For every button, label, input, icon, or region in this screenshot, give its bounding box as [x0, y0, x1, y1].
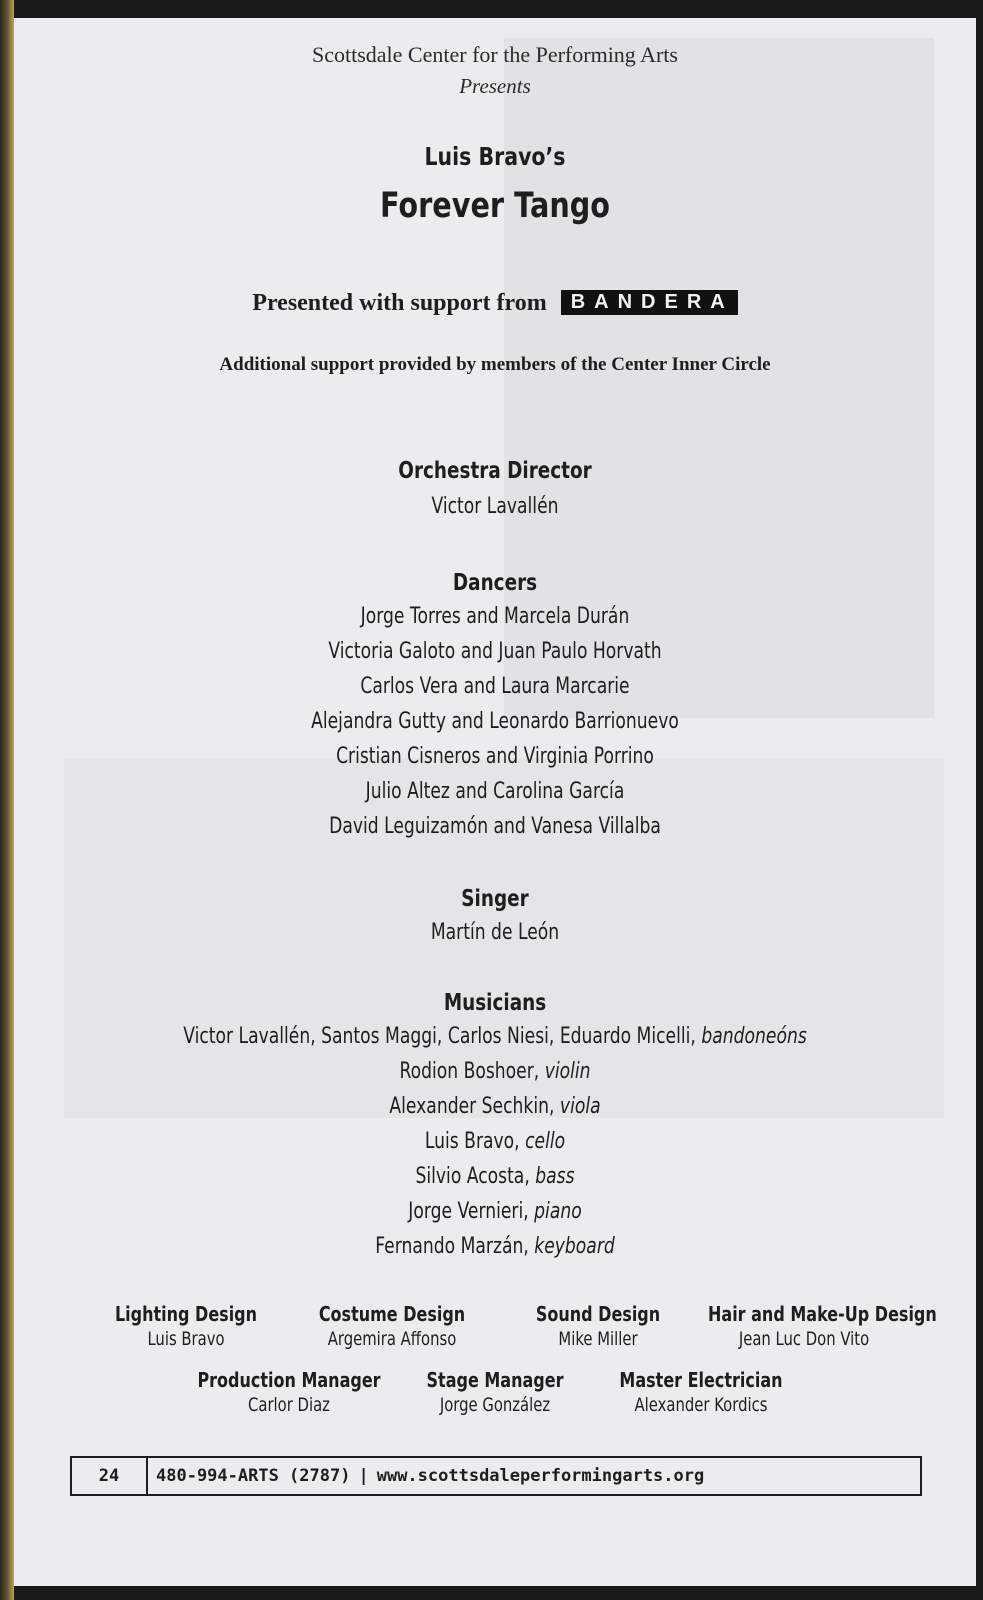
additional-support: Additional support provided by members of the Center Inner Circle	[219, 354, 771, 375]
credit-hair-makeup	[684, 1302, 937, 1350]
musician-line	[120, 1234, 870, 1259]
orchestra-director-name: Victor Lavallén	[431, 494, 559, 519]
credit-name: Mike Miller	[558, 1328, 638, 1350]
credit-sound	[478, 1302, 718, 1350]
credit-costume	[272, 1302, 512, 1350]
musician-line	[120, 1129, 870, 1154]
musician-names: Alexander Sechkin,	[389, 1094, 555, 1119]
dancer-pair: Jorge Torres and Marcela Durán	[360, 604, 630, 629]
credit-title: Stage Manager	[426, 1368, 564, 1392]
dancer-pair: Alejandra Gutty and Leonardo Barrionuevo	[311, 709, 679, 734]
credit-title: Hair and Make-Up Design	[708, 1302, 937, 1326]
musician-instrument: bandoneóns	[701, 1024, 807, 1049]
musician-instrument: violin	[544, 1059, 591, 1084]
box-office-phone: 480-994-ARTS (2787)	[156, 1466, 351, 1486]
show-owner: Luis Bravo’s	[424, 142, 566, 171]
credit-stage-manager	[375, 1368, 615, 1416]
binding-edge	[0, 0, 14, 1600]
support-line	[14, 290, 976, 317]
musician-names: Jorge Vernieri,	[408, 1199, 529, 1224]
credit-name: Luis Bravo	[147, 1328, 225, 1350]
program-page	[14, 18, 976, 1586]
musician-names: Rodion Boshoer,	[399, 1059, 540, 1084]
credit-title: Production Manager	[197, 1368, 381, 1392]
credit-name: Carlor Diaz	[248, 1394, 330, 1416]
credit-name: Jorge González	[439, 1394, 551, 1416]
dancer-pair: Julio Altez and Carolina García	[365, 779, 625, 804]
orchestra-director-heading: Orchestra Director	[398, 458, 592, 484]
credit-name: Alexander Kordics	[634, 1394, 768, 1416]
presenter-name: Scottsdale Center for the Performing Arts	[312, 42, 678, 67]
footer-separator: |	[358, 1466, 369, 1486]
dancers-heading: Dancers	[452, 570, 538, 596]
credit-title: Lighting Design	[114, 1302, 258, 1326]
support-label: Presented with support from	[252, 290, 547, 316]
dancer-pair: Victoria Galoto and Juan Paulo Horvath	[328, 639, 662, 664]
musicians-heading: Musicians	[443, 990, 547, 1016]
presents-label: Presents	[459, 74, 531, 98]
musician-names: Victor Lavallén, Santos Maggi, Carlos Niesi, Eduardo Micelli,	[183, 1024, 696, 1049]
website-url: www.scottsdaleperformingarts.org	[376, 1466, 705, 1486]
musician-instrument: bass	[535, 1164, 575, 1189]
credit-production-manager	[169, 1368, 409, 1416]
credit-title: Costume Design	[318, 1302, 466, 1326]
musician-instrument: piano	[534, 1199, 582, 1224]
credit-title: Master Electrician	[619, 1368, 783, 1392]
musician-names: Silvio Acosta,	[415, 1164, 530, 1189]
singer-heading: Singer	[461, 886, 529, 912]
sponsor-logo: BANDERA	[561, 290, 738, 315]
credit-lighting	[66, 1302, 306, 1350]
dancer-pair: Cristian Cisneros and Virginia Porrino	[336, 744, 654, 769]
credit-name: Argemira Affonso	[327, 1328, 457, 1350]
dancer-pair: David Leguizamón and Vanesa Villalba	[329, 814, 661, 839]
dancer-pair: Carlos Vera and Laura Marcarie	[360, 674, 630, 699]
page-number: 24	[72, 1458, 148, 1494]
credit-master-electrician	[581, 1368, 821, 1416]
page-footer	[70, 1456, 922, 1496]
musician-names: Fernando Marzán,	[375, 1234, 529, 1259]
musician-line	[120, 1199, 870, 1224]
singer-name: Martín de León	[430, 920, 560, 945]
musician-instrument: cello	[525, 1129, 566, 1154]
credit-title: Sound Design	[535, 1302, 661, 1326]
show-title: Forever Tango	[379, 186, 611, 226]
credit-name: Jean Luc Don Vito	[738, 1328, 870, 1350]
musician-line	[120, 1059, 870, 1084]
musician-instrument: viola	[559, 1094, 601, 1119]
musician-instrument: keyboard	[534, 1234, 615, 1259]
musician-line	[120, 1094, 870, 1119]
musician-names: Luis Bravo,	[424, 1129, 520, 1154]
musician-line	[120, 1164, 870, 1189]
musician-line	[120, 1024, 870, 1049]
